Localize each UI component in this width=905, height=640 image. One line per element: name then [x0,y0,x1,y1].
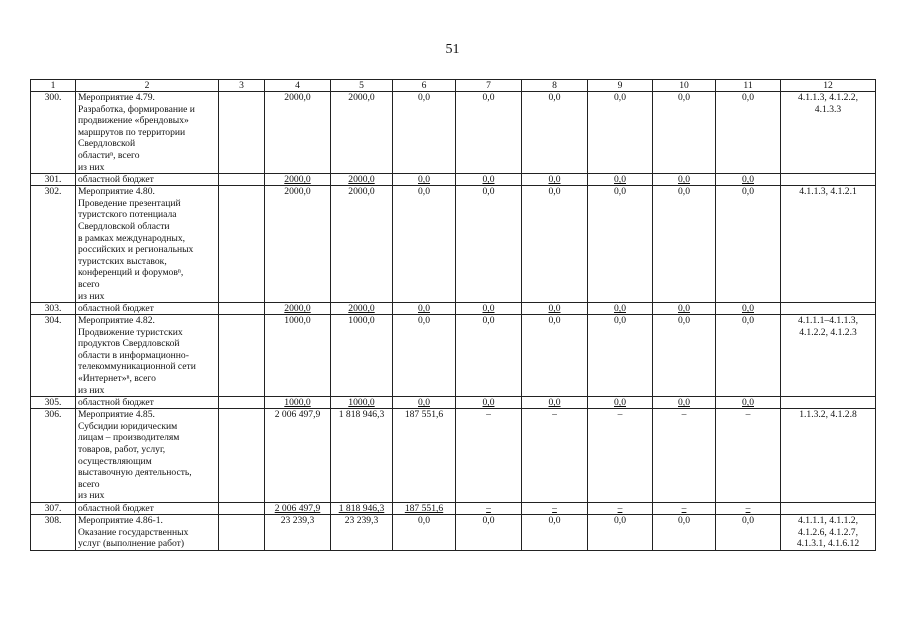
event-name-line: Мероприятие 4.79. [78,92,155,103]
amount-cell: 0,0 [522,315,588,397]
amount-cell: 0,0 [588,397,653,409]
target-indicators [781,409,876,503]
target-indicators [781,515,876,551]
col-header: 9 [588,80,653,92]
col3-cell [219,303,265,315]
budget-table [30,79,876,551]
target-indicator-line: 4.1.1.3, 4.1.2.2, [798,92,858,103]
event-name-line: областной бюджет [78,303,154,315]
amount-cell: 1 818 946,3 [331,409,393,503]
amount-cell: 0,0 [456,315,522,397]
amount-cell: 0,0 [456,92,522,174]
amount-cell: 0,0 [716,303,781,315]
amount-cell: 2000,0 [265,92,331,174]
table-row [31,186,876,303]
amount-cell: – [456,409,522,503]
event-name-line: Оказание государственных [78,526,189,538]
amount-cell: 0,0 [588,303,653,315]
table-row [31,92,876,174]
event-name-line: российских и региональных [78,244,194,256]
col-header: 2 [76,80,219,92]
target-indicator-line: 4.1.3.3 [814,103,842,115]
event-name-line: Свердловской области [78,220,170,232]
header-row [31,80,876,92]
target-indicators [781,315,876,397]
event-name-line: Мероприятие 4.80. [78,186,155,198]
amount-cell: – [456,503,522,515]
amount-cell: 0,0 [588,515,653,551]
amount-cell: 0,0 [716,397,781,409]
event-name [76,397,219,409]
col-header: 11 [716,80,781,92]
target-indicators [781,186,876,303]
event-name-line: всего [78,278,100,290]
budget-row [31,397,876,409]
event-name-line: из них [78,490,105,502]
event-name-line: осуществляющим [78,455,152,467]
amount-cell: 0,0 [588,315,653,397]
event-name-line: конференций и форумовⁿ, [78,267,184,279]
col3-cell [219,92,265,174]
col-header: 5 [331,80,393,92]
amount-cell: 23 239,3 [331,515,393,551]
event-name-line: Продвижение туристских [78,326,183,338]
row-number: 303. [31,303,76,315]
event-name [76,186,219,303]
amount-cell: 0,0 [522,397,588,409]
amount-cell: 0,0 [522,92,588,174]
col-header: 12 [781,80,876,92]
event-name-line: маршрутов по территории [78,126,186,138]
amount-cell: 0,0 [588,92,653,174]
amount-cell: 0,0 [522,174,588,186]
amount-cell: 0,0 [522,303,588,315]
amount-cell: 2000,0 [331,303,393,315]
event-name-line: товаров, работ, услуг, [78,444,166,456]
row-number: 302. [31,186,76,303]
event-name-line: телекоммуникационной сети [78,361,196,373]
event-name [76,174,219,186]
event-name-line: Разработка, формирование и [78,103,195,115]
col3-cell [219,174,265,186]
event-name-line: «Интернет»ⁿ, всего [78,373,156,385]
event-name-line: областной бюджет [78,397,154,409]
event-name-line: продвижение «брендовых» [78,115,189,127]
budget-row [31,174,876,186]
event-name-line: областиⁿ, всего [78,149,140,161]
table-row [31,515,876,551]
target-indicator-line: 4.1.1.1, 4.1.1.2, [798,515,858,526]
event-name-line: выставочную деятельность, [78,467,192,479]
amount-cell: 0,0 [393,174,456,186]
amount-cell: 0,0 [393,315,456,397]
event-name [76,515,219,551]
amount-cell: 0,0 [456,186,522,303]
event-name-line: туристских выставок, [78,255,167,267]
event-name-line: лицам – производителям [78,432,180,444]
col3-cell [219,515,265,551]
amount-cell: – [653,409,716,503]
amount-cell: – [588,409,653,503]
amount-cell: 0,0 [588,174,653,186]
page-number: 51 [445,42,460,57]
event-name-line: Мероприятие 4.86-1. [78,515,163,526]
amount-cell: – [716,409,781,503]
event-name-line: в рамках международных, [78,232,186,244]
event-name-line: Субсидии юридическим [78,420,178,432]
amount-cell: 0,0 [716,186,781,303]
event-name-line: областной бюджет [78,503,154,514]
amount-cell: 0,0 [588,186,653,303]
target-indicators [781,303,876,315]
event-name-line: всего [78,478,100,490]
event-name-line: Мероприятие 4.85. [78,409,155,421]
col-header: 7 [456,80,522,92]
amount-cell: 2000,0 [265,186,331,303]
amount-cell: 0,0 [456,303,522,315]
col-header: 10 [653,80,716,92]
amount-cell: 0,0 [393,397,456,409]
amount-cell: 0,0 [393,92,456,174]
amount-cell: 1 818 946,3 [331,503,393,515]
amount-cell: 0,0 [393,303,456,315]
amount-cell: – [522,409,588,503]
amount-cell: 1000,0 [331,315,393,397]
row-number: 300. [31,92,76,174]
amount-cell: 2000,0 [265,303,331,315]
event-name [76,92,219,174]
amount-cell: 0,0 [456,397,522,409]
event-name-line: из них [78,290,105,302]
amount-cell: 0,0 [653,303,716,315]
amount-cell: 0,0 [456,515,522,551]
amount-cell: 0,0 [653,315,716,397]
col-header: 4 [265,80,331,92]
event-name-line: Проведение презентаций [78,197,181,209]
table-row [31,409,876,503]
target-indicators [781,92,876,174]
amount-cell: 0,0 [653,92,716,174]
col-header: 3 [219,80,265,92]
event-name-line: областной бюджет [78,174,154,186]
col3-cell [219,397,265,409]
row-number: 301. [31,174,76,186]
target-indicator-line: 4.1.2.2, 4.1.2.3 [799,326,857,338]
event-name [76,409,219,503]
amount-cell: 0,0 [456,174,522,186]
row-number: 304. [31,315,76,397]
target-indicator-line: 4.1.2.6, 4.1.2.7, [798,526,858,538]
target-indicator-line: 4.1.1.3, 4.1.2.1 [799,186,857,198]
event-name [76,315,219,397]
event-name-line: из них [78,161,105,173]
amount-cell: 0,0 [716,92,781,174]
event-name [76,303,219,315]
amount-cell: 0,0 [716,315,781,397]
event-name-line: области в информационно- [78,349,189,361]
target-indicators [781,503,876,515]
col-header: 6 [393,80,456,92]
amount-cell: 0,0 [716,174,781,186]
row-number: 306. [31,409,76,503]
amount-cell: 187 551,6 [393,503,456,515]
amount-cell: 0,0 [393,186,456,303]
col3-cell [219,409,265,503]
target-indicator-line: 1.1.3.2, 4.1.2.8 [799,409,857,421]
target-indicator-line: 4.1.1.1–4.1.1.3, [798,315,858,327]
amount-cell: 0,0 [653,397,716,409]
amount-cell: 1000,0 [265,397,331,409]
event-name-line: туристского потенциала [78,209,177,221]
amount-cell: 0,0 [522,515,588,551]
amount-cell: 2 006 497,9 [265,503,331,515]
amount-cell: 2000,0 [331,186,393,303]
row-number: 307. [31,503,76,515]
amount-cell: 2000,0 [331,92,393,174]
target-indicators [781,397,876,409]
row-number: 305. [31,397,76,409]
amount-cell: – [588,503,653,515]
event-name-line: из них [78,384,105,396]
amount-cell: 2000,0 [265,174,331,186]
amount-cell: – [522,503,588,515]
amount-cell: 187 551,6 [393,409,456,503]
amount-cell: 0,0 [393,515,456,551]
target-indicator-line: 4.1.3.1, 4.1.6.12 [796,538,860,550]
event-name-line: Свердловской [78,138,136,150]
event-name [76,503,219,515]
col3-cell [219,186,265,303]
amount-cell: 0,0 [653,174,716,186]
col-header: 1 [31,80,76,92]
event-name-line: продуктов Свердловской [78,338,180,350]
col3-cell [219,315,265,397]
amount-cell: – [653,503,716,515]
col3-cell [219,503,265,515]
amount-cell: 0,0 [653,515,716,551]
table-row [31,315,876,397]
event-name-line: Мероприятие 4.82. [78,315,155,327]
amount-cell: 0,0 [653,186,716,303]
amount-cell: 23 239,3 [265,515,331,551]
col-header: 8 [522,80,588,92]
budget-row [31,303,876,315]
amount-cell: – [716,503,781,515]
amount-cell: 2 006 497,9 [265,409,331,503]
amount-cell: 1000,0 [265,315,331,397]
amount-cell: 2000,0 [331,174,393,186]
amount-cell: 0,0 [522,186,588,303]
amount-cell: 1000,0 [331,397,393,409]
row-number: 308. [31,515,76,551]
amount-cell: 0,0 [716,515,781,551]
budget-row [31,503,876,515]
event-name-line: услуг (выполнение работ) [78,538,185,550]
target-indicators [781,174,876,186]
